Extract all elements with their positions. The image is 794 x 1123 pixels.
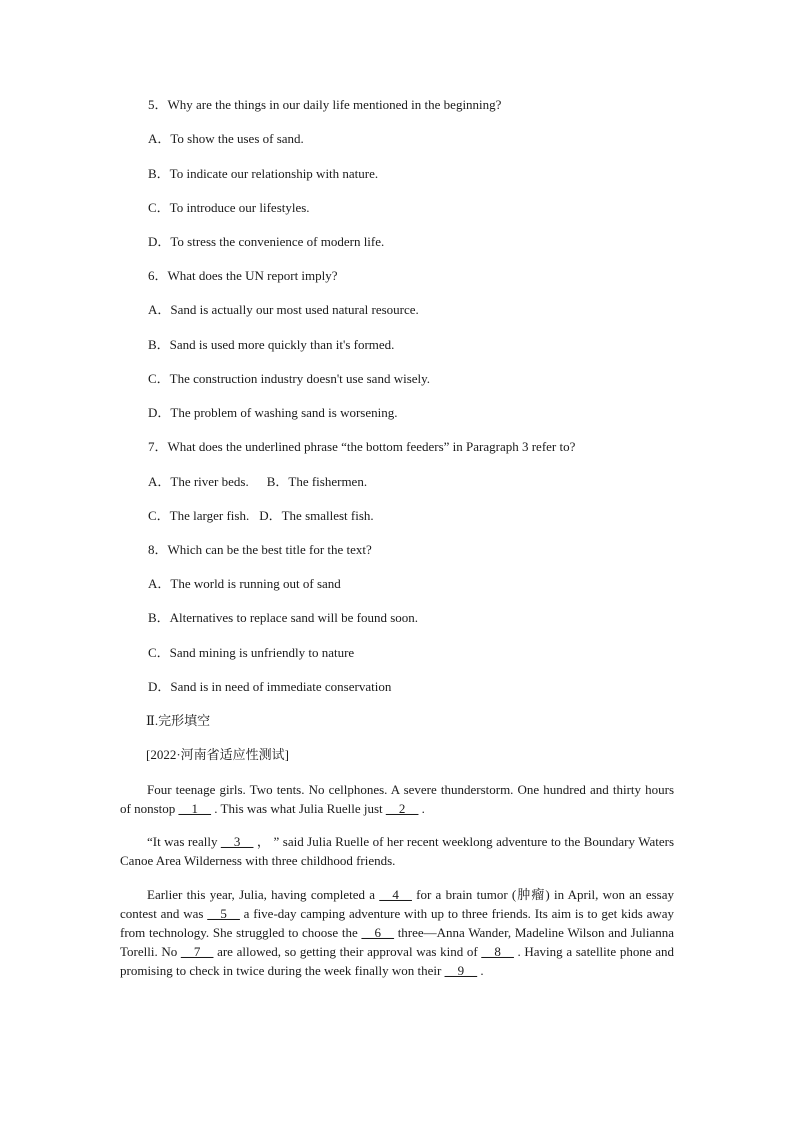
blank-6: __6__: [361, 925, 394, 940]
question-6-option-a: A．Sand is actually our most used natural resource.: [148, 302, 419, 317]
question-6-option-b: B．Sand is used more quickly than it's formed.: [148, 337, 395, 352]
question-8-option-c: C．Sand mining is unfriendly to nature: [148, 645, 355, 660]
blank-1: __1__: [178, 801, 211, 816]
question-7-option-a: A．The river beds.: [148, 474, 249, 489]
question-7-option-b: B．The fishermen.: [266, 474, 368, 489]
question-5-option-b: B．To indicate our relationship with nature.: [148, 166, 379, 181]
question-5-option-d: D．To stress the convenience of modern life.: [148, 234, 385, 249]
passage-text: ， ” said Julia Ruelle of her recent weeklong adventure to the Boundary Waters Canoe Area Wilderness with three childhood friends.: [120, 834, 674, 868]
question-5-stem: 5．Why are the things in our daily life mentioned in the beginning?: [148, 97, 502, 112]
question-7-options-cd: [148, 508, 374, 524]
section-source: [2022·河南省适应性测试]: [146, 747, 289, 762]
blank-7: __7__: [180, 944, 214, 959]
question-8-option-a: A．The world is running out of sand: [148, 576, 341, 591]
question-8-stem: 8．Which can be the best title for the text?: [148, 542, 372, 557]
blank-9: __9__: [444, 963, 478, 978]
blank-4: __4__: [379, 887, 412, 902]
passage-text: for a brain tumor (肿瘤) in April, won an essay contest and was: [120, 887, 674, 921]
passage-text: “It was really: [147, 834, 221, 849]
passage-text: are allowed, so getting their approval was kind of: [213, 944, 482, 959]
question-7-option-d: D．The smallest fish.: [259, 508, 374, 523]
passage-text: three—Anna Wander, Madeline Wilson and Julianna Torelli. No: [120, 925, 675, 959]
question-5-option-c: C．To introduce our lifestyles.: [148, 200, 310, 215]
blank-8: __8__: [481, 944, 514, 959]
passage-text: a five-day camping adventure with up to three friends. Its aim is to get kids away from technology. She struggled to choose the: [120, 906, 675, 940]
question-6-stem: 6．What does the UN report imply?: [148, 268, 338, 283]
question-6-option-d: D．The problem of washing sand is worsening.: [148, 405, 398, 420]
passage-text: . This was what Julia Ruelle just: [211, 801, 386, 816]
section-title: Ⅱ.完形填空: [146, 713, 211, 728]
passage-text: Four teenage girls. Two tents. No cellphones. A severe thunderstorm. One hundred and thirty hours of nonstop: [120, 782, 674, 816]
passage-text: Earlier this year, Julia, having completed a: [147, 887, 380, 902]
question-7-option-c: C．The larger fish.: [148, 508, 250, 523]
blank-3: __3__: [220, 834, 254, 849]
passage-text: .: [418, 801, 425, 816]
passage-paragraph-2: [120, 832, 674, 870]
passage-text: .: [477, 963, 484, 978]
passage-paragraph-3: [120, 885, 674, 980]
question-7-stem: 7．What does the underlined phrase “the bottom feeders” in Paragraph 3 refer to?: [148, 439, 576, 454]
question-8-option-b: B．Alternatives to replace sand will be found soon.: [148, 610, 419, 625]
question-5-option-a: A．To show the uses of sand.: [148, 131, 304, 146]
question-7-options-ab: [148, 474, 367, 490]
passage-text: . Having a satellite phone and promising to check in twice during the week finally won their: [120, 944, 675, 978]
question-8-option-d: D．Sand is in need of immediate conservation: [148, 679, 392, 694]
question-6-option-c: C．The construction industry doesn't use sand wisely.: [148, 371, 431, 386]
blank-5: __5__: [207, 906, 240, 921]
blank-2: __2__: [385, 801, 419, 816]
passage-paragraph-1: [120, 780, 674, 818]
